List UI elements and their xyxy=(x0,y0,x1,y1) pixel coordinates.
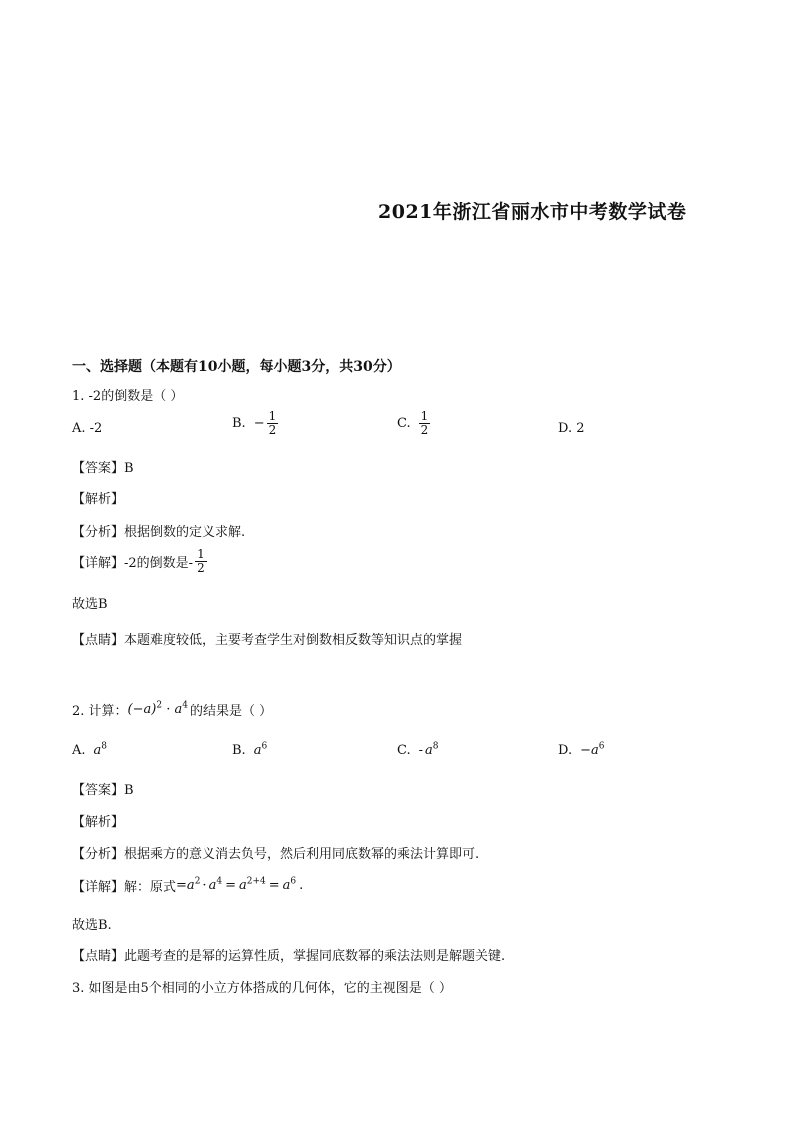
q2-expr-exp4: 4 xyxy=(182,700,188,711)
q1-fenxi: 【分析】根据倒数的定义求解. xyxy=(72,525,246,540)
q1-comment: 【点睛】本题难度较低，主要考查学生对倒数相反数等知识点的掌握 xyxy=(72,633,463,648)
q2-detail-a3: a xyxy=(238,878,247,893)
q1-option-b-sign: − xyxy=(253,416,265,431)
q2-detail-exp4: 4 xyxy=(216,876,223,887)
q1-stem: 1. -2的倒数是（ ） xyxy=(72,389,184,404)
q1-conclusion: 故选B xyxy=(72,597,108,612)
q2-detail-a4: a xyxy=(282,878,291,893)
q1-detail xyxy=(72,548,209,575)
q2-detail-exp-sum: 2+4 xyxy=(246,876,266,887)
q1-option-b-denominator: 2 xyxy=(268,423,277,437)
q2-detail-exp6: 6 xyxy=(290,876,297,887)
q2-detail-a1: a xyxy=(186,878,195,893)
q2-option-a xyxy=(72,743,107,758)
q2-option-d-label: D. xyxy=(558,743,573,758)
q1-detail-denominator: 2 xyxy=(197,561,205,575)
q2-detail-eq2: = xyxy=(225,878,236,893)
q2-option-b xyxy=(232,743,267,758)
q2-expr-a: a xyxy=(174,702,183,717)
q2-option-c-label: C. xyxy=(397,743,411,758)
q1-option-b-label: B. xyxy=(232,416,246,431)
q2-option-c-var: a xyxy=(425,743,433,758)
page-title: 2021年浙江省丽水市中考数学试卷 xyxy=(378,201,687,223)
q2-option-b-var: a xyxy=(253,743,262,758)
q1-detail-text: 【详解】-2的倒数是- xyxy=(72,556,194,571)
q1-option-b-fraction xyxy=(267,410,279,437)
q2-detail xyxy=(72,876,303,895)
q1-option-d-text: D. 2 xyxy=(558,421,585,436)
q2-detail-eq3: = xyxy=(268,878,280,893)
q1-option-c-label: C. xyxy=(397,416,411,431)
q1-analysis: 【解析】 xyxy=(72,492,125,507)
q2-option-d-var: a xyxy=(591,743,599,758)
q1-option-b-numerator: 1 xyxy=(268,409,277,423)
q1-option-c xyxy=(397,410,432,437)
q1-option-c-fraction xyxy=(419,410,431,437)
q2-option-c-exp: 8 xyxy=(432,741,439,752)
q2-expr xyxy=(128,702,188,717)
q1-option-d xyxy=(558,421,585,436)
q2-detail-dot: · xyxy=(202,878,207,893)
q2-expr-exp2: 2 xyxy=(156,700,163,711)
q2-detail-prefix: 【详解】解：原式 xyxy=(72,880,177,895)
q2-analysis: 【解析】 xyxy=(72,815,125,830)
q2-option-a-label: A. xyxy=(72,743,86,758)
q2-detail-a2: a xyxy=(208,878,217,893)
q2-conclusion: 故选B. xyxy=(72,918,112,933)
q2-fenxi: 【分析】根据乘方的意义消去负号，然后利用同底数幂的乘法计算即可. xyxy=(72,847,480,862)
q2-option-a-exp: 8 xyxy=(101,741,108,752)
q2-expr-dot: · xyxy=(166,702,171,717)
q3-stem: 3. 如图是由5个相同的小立方体搭成的几何体，它的主视图是（ ） xyxy=(72,981,452,996)
q2-option-c xyxy=(397,743,439,758)
q2-option-b-label: B. xyxy=(232,743,246,758)
q2-stem-prefix: 2. 计算： xyxy=(72,704,128,719)
q1-detail-fraction xyxy=(195,548,207,575)
q2-option-c-sign: - xyxy=(418,743,424,758)
q2-detail-eq1: = xyxy=(176,878,187,893)
q1-option-c-denominator: 2 xyxy=(420,423,429,437)
section-header: 一、选择题（本题有10小题，每小题3分，共30分） xyxy=(72,359,401,375)
q2-answer: 【答案】B xyxy=(72,783,134,798)
q2-detail-exp2: 2 xyxy=(194,876,201,887)
q2-expr-base: (−a) xyxy=(127,702,157,717)
q2-option-b-exp: 6 xyxy=(261,741,268,752)
q1-option-c-numerator: 1 xyxy=(420,409,429,423)
q2-option-d-sign: − xyxy=(580,743,591,758)
q2-stem-suffix: 的结果是（ ） xyxy=(190,704,273,719)
q2-option-d xyxy=(558,743,605,758)
q2-option-a-var: a xyxy=(93,743,102,758)
q2-comment: 【点睛】此题考查的是幂的运算性质，掌握同底数幂的乘法法则是解题关键. xyxy=(72,949,506,964)
q2-option-d-exp: 6 xyxy=(598,741,605,752)
q1-option-b xyxy=(232,410,280,437)
q1-detail-numerator: 1 xyxy=(197,547,205,561)
q1-answer: 【答案】B xyxy=(72,461,134,476)
q1-option-a xyxy=(72,421,102,436)
q2-detail-end: . xyxy=(299,878,304,893)
q2-stem xyxy=(72,700,272,719)
q1-option-a-text: A. -2 xyxy=(72,421,103,436)
